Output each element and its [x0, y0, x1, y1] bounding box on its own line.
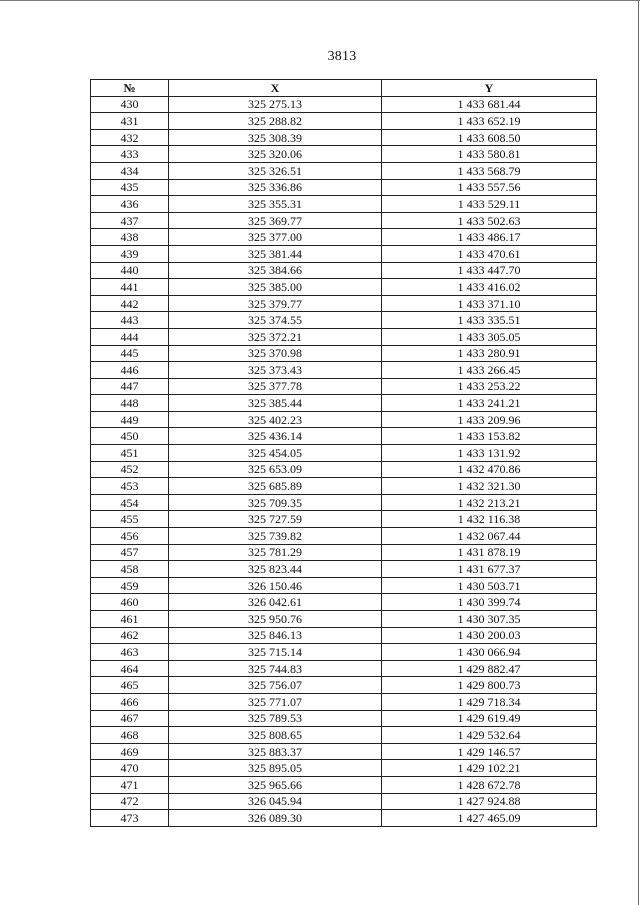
y-coordinate-cell: 1 433 652.19 — [382, 113, 597, 130]
point-number-cell: 454 — [91, 494, 169, 511]
y-coordinate-cell: 1 430 200.03 — [382, 627, 597, 644]
x-coordinate-cell: 325 308.39 — [169, 129, 382, 146]
x-coordinate-cell: 325 846.13 — [169, 627, 382, 644]
x-coordinate-cell: 325 385.44 — [169, 395, 382, 412]
x-coordinate-cell: 326 042.61 — [169, 594, 382, 611]
scan-edge-right — [638, 0, 639, 905]
x-coordinate-cell: 326 089.30 — [169, 810, 382, 827]
point-number-cell: 439 — [91, 245, 169, 262]
point-number-cell: 455 — [91, 511, 169, 528]
page-number: 3813 — [327, 49, 357, 64]
point-number-cell: 468 — [91, 727, 169, 744]
table-row — [91, 677, 597, 694]
x-coordinate-cell: 325 744.83 — [169, 660, 382, 677]
x-coordinate-cell: 325 402.23 — [169, 411, 382, 428]
table-row — [91, 478, 597, 495]
table-row — [91, 312, 597, 329]
point-number-cell: 438 — [91, 229, 169, 246]
table-row — [91, 528, 597, 545]
y-coordinate-cell: 1 429 619.49 — [382, 710, 597, 727]
y-coordinate-cell: 1 433 608.50 — [382, 129, 597, 146]
x-coordinate-cell: 325 320.06 — [169, 146, 382, 163]
point-number-cell: 458 — [91, 561, 169, 578]
table-row — [91, 561, 597, 578]
table-row — [91, 693, 597, 710]
table-row — [91, 146, 597, 163]
point-number-cell: 469 — [91, 743, 169, 760]
x-coordinate-cell: 325 374.55 — [169, 312, 382, 329]
point-number-cell: 443 — [91, 312, 169, 329]
point-number-cell: 433 — [91, 146, 169, 163]
point-number-cell: 432 — [91, 129, 169, 146]
table-row — [91, 428, 597, 445]
point-number-cell: 460 — [91, 594, 169, 611]
y-coordinate-cell: 1 433 266.45 — [382, 362, 597, 379]
point-number-cell: 445 — [91, 345, 169, 362]
point-number-cell: 444 — [91, 328, 169, 345]
x-coordinate-cell: 325 739.82 — [169, 528, 382, 545]
table-row — [91, 660, 597, 677]
y-coordinate-cell: 1 433 335.51 — [382, 312, 597, 329]
x-coordinate-cell: 325 895.05 — [169, 760, 382, 777]
y-coordinate-cell: 1 433 447.70 — [382, 262, 597, 279]
point-number-cell: 470 — [91, 760, 169, 777]
y-coordinate-cell: 1 433 371.10 — [382, 295, 597, 312]
point-number-cell: 463 — [91, 644, 169, 661]
table-row — [91, 644, 597, 661]
point-number-cell: 459 — [91, 577, 169, 594]
y-coordinate-cell: 1 432 470.86 — [382, 461, 597, 478]
point-number-cell: 451 — [91, 445, 169, 462]
y-coordinate-cell: 1 433 131.92 — [382, 445, 597, 462]
x-coordinate-cell: 325 823.44 — [169, 561, 382, 578]
table-row — [91, 710, 597, 727]
table-row — [91, 162, 597, 179]
point-number-cell: 441 — [91, 279, 169, 296]
point-number-cell: 440 — [91, 262, 169, 279]
x-coordinate-cell: 325 436.14 — [169, 428, 382, 445]
y-coordinate-cell: 1 432 067.44 — [382, 528, 597, 545]
point-number-cell: 435 — [91, 179, 169, 196]
header-number: № — [91, 80, 169, 97]
header-x: X — [169, 80, 382, 97]
x-coordinate-cell: 326 045.94 — [169, 793, 382, 810]
table-row — [91, 245, 597, 262]
table-row — [91, 229, 597, 246]
x-coordinate-cell: 325 336.86 — [169, 179, 382, 196]
point-number-cell: 446 — [91, 362, 169, 379]
table-row — [91, 494, 597, 511]
x-coordinate-cell: 325 781.29 — [169, 544, 382, 561]
x-coordinate-cell: 325 288.82 — [169, 113, 382, 130]
point-number-cell: 473 — [91, 810, 169, 827]
x-coordinate-cell: 325 379.77 — [169, 295, 382, 312]
table-row — [91, 378, 597, 395]
y-coordinate-cell: 1 433 209.96 — [382, 411, 597, 428]
table-row — [91, 594, 597, 611]
point-number-cell: 442 — [91, 295, 169, 312]
point-number-cell: 461 — [91, 611, 169, 628]
y-coordinate-cell: 1 429 882.47 — [382, 660, 597, 677]
table-row — [91, 113, 597, 130]
point-number-cell: 466 — [91, 693, 169, 710]
y-coordinate-cell: 1 433 580.81 — [382, 146, 597, 163]
point-number-cell: 430 — [91, 96, 169, 113]
y-coordinate-cell: 1 431 878.19 — [382, 544, 597, 561]
point-number-cell: 450 — [91, 428, 169, 445]
header-y: Y — [382, 80, 597, 97]
y-coordinate-cell: 1 433 486.17 — [382, 229, 597, 246]
point-number-cell: 464 — [91, 660, 169, 677]
y-coordinate-cell: 1 433 470.61 — [382, 245, 597, 262]
table-row — [91, 328, 597, 345]
table-row — [91, 511, 597, 528]
table-row — [91, 345, 597, 362]
y-coordinate-cell: 1 428 672.78 — [382, 776, 597, 793]
y-coordinate-cell: 1 433 280.91 — [382, 345, 597, 362]
table-row — [91, 793, 597, 810]
y-coordinate-cell: 1 431 677.37 — [382, 561, 597, 578]
table-row — [91, 362, 597, 379]
y-coordinate-cell: 1 429 532.64 — [382, 727, 597, 744]
y-coordinate-cell: 1 432 321.30 — [382, 478, 597, 495]
x-coordinate-cell: 325 454.05 — [169, 445, 382, 462]
y-coordinate-cell: 1 427 465.09 — [382, 810, 597, 827]
table-row — [91, 212, 597, 229]
y-coordinate-cell: 1 432 116.38 — [382, 511, 597, 528]
y-coordinate-cell: 1 433 502.63 — [382, 212, 597, 229]
x-coordinate-cell: 325 789.53 — [169, 710, 382, 727]
table-row — [91, 577, 597, 594]
table-row — [91, 262, 597, 279]
y-coordinate-cell: 1 433 241.21 — [382, 395, 597, 412]
point-number-cell: 462 — [91, 627, 169, 644]
x-coordinate-cell: 325 369.77 — [169, 212, 382, 229]
point-number-cell: 465 — [91, 677, 169, 694]
table-row — [91, 395, 597, 412]
point-number-cell: 452 — [91, 461, 169, 478]
point-number-cell: 434 — [91, 162, 169, 179]
x-coordinate-cell: 325 756.07 — [169, 677, 382, 694]
y-coordinate-cell: 1 430 503.71 — [382, 577, 597, 594]
table-row — [91, 445, 597, 462]
table-row — [91, 727, 597, 744]
x-coordinate-cell: 325 355.31 — [169, 196, 382, 213]
table-row — [91, 776, 597, 793]
x-coordinate-cell: 325 727.59 — [169, 511, 382, 528]
table-row — [91, 411, 597, 428]
table-row — [91, 810, 597, 827]
x-coordinate-cell: 325 965.66 — [169, 776, 382, 793]
x-coordinate-cell: 325 385.00 — [169, 279, 382, 296]
table-row — [91, 279, 597, 296]
table-row — [91, 544, 597, 561]
table-row — [91, 295, 597, 312]
point-number-cell: 431 — [91, 113, 169, 130]
table-row — [91, 461, 597, 478]
point-number-cell: 472 — [91, 793, 169, 810]
point-number-cell: 448 — [91, 395, 169, 412]
point-number-cell: 453 — [91, 478, 169, 495]
x-coordinate-cell: 325 653.09 — [169, 461, 382, 478]
y-coordinate-cell: 1 429 102.21 — [382, 760, 597, 777]
table-row — [91, 96, 597, 113]
x-coordinate-cell: 325 883.37 — [169, 743, 382, 760]
y-coordinate-cell: 1 430 066.94 — [382, 644, 597, 661]
point-number-cell: 456 — [91, 528, 169, 545]
table-header-row — [91, 80, 597, 97]
point-number-cell: 457 — [91, 544, 169, 561]
x-coordinate-cell: 325 709.35 — [169, 494, 382, 511]
table-row — [91, 627, 597, 644]
y-coordinate-cell: 1 433 253.22 — [382, 378, 597, 395]
y-coordinate-cell: 1 433 305.05 — [382, 328, 597, 345]
x-coordinate-cell: 325 808.65 — [169, 727, 382, 744]
y-coordinate-cell: 1 430 307.35 — [382, 611, 597, 628]
x-coordinate-cell: 325 377.00 — [169, 229, 382, 246]
table-row — [91, 179, 597, 196]
point-number-cell: 436 — [91, 196, 169, 213]
x-coordinate-cell: 325 950.76 — [169, 611, 382, 628]
point-number-cell: 467 — [91, 710, 169, 727]
point-number-cell: 471 — [91, 776, 169, 793]
x-coordinate-cell: 325 377.78 — [169, 378, 382, 395]
y-coordinate-cell: 1 433 568.79 — [382, 162, 597, 179]
table-row — [91, 760, 597, 777]
x-coordinate-cell: 325 771.07 — [169, 693, 382, 710]
coordinates-table — [90, 79, 597, 827]
x-coordinate-cell: 325 372.21 — [169, 328, 382, 345]
table-row — [91, 196, 597, 213]
y-coordinate-cell: 1 433 681.44 — [382, 96, 597, 113]
x-coordinate-cell: 325 715.14 — [169, 644, 382, 661]
y-coordinate-cell: 1 429 800.73 — [382, 677, 597, 694]
y-coordinate-cell: 1 429 146.57 — [382, 743, 597, 760]
table-row — [91, 129, 597, 146]
scan-edge-top — [0, 0, 640, 1]
y-coordinate-cell: 1 433 557.56 — [382, 179, 597, 196]
y-coordinate-cell: 1 429 718.34 — [382, 693, 597, 710]
point-number-cell: 447 — [91, 378, 169, 395]
x-coordinate-cell: 325 373.43 — [169, 362, 382, 379]
y-coordinate-cell: 1 432 213.21 — [382, 494, 597, 511]
y-coordinate-cell: 1 430 399.74 — [382, 594, 597, 611]
x-coordinate-cell: 325 275.13 — [169, 96, 382, 113]
x-coordinate-cell: 326 150.46 — [169, 577, 382, 594]
table-row — [91, 611, 597, 628]
table-row — [91, 743, 597, 760]
y-coordinate-cell: 1 427 924.88 — [382, 793, 597, 810]
point-number-cell: 437 — [91, 212, 169, 229]
y-coordinate-cell: 1 433 416.02 — [382, 279, 597, 296]
x-coordinate-cell: 325 384.66 — [169, 262, 382, 279]
y-coordinate-cell: 1 433 529.11 — [382, 196, 597, 213]
point-number-cell: 449 — [91, 411, 169, 428]
x-coordinate-cell: 325 685.89 — [169, 478, 382, 495]
x-coordinate-cell: 325 326.51 — [169, 162, 382, 179]
y-coordinate-cell: 1 433 153.82 — [382, 428, 597, 445]
x-coordinate-cell: 325 370.98 — [169, 345, 382, 362]
table-body — [91, 96, 597, 826]
x-coordinate-cell: 325 381.44 — [169, 245, 382, 262]
